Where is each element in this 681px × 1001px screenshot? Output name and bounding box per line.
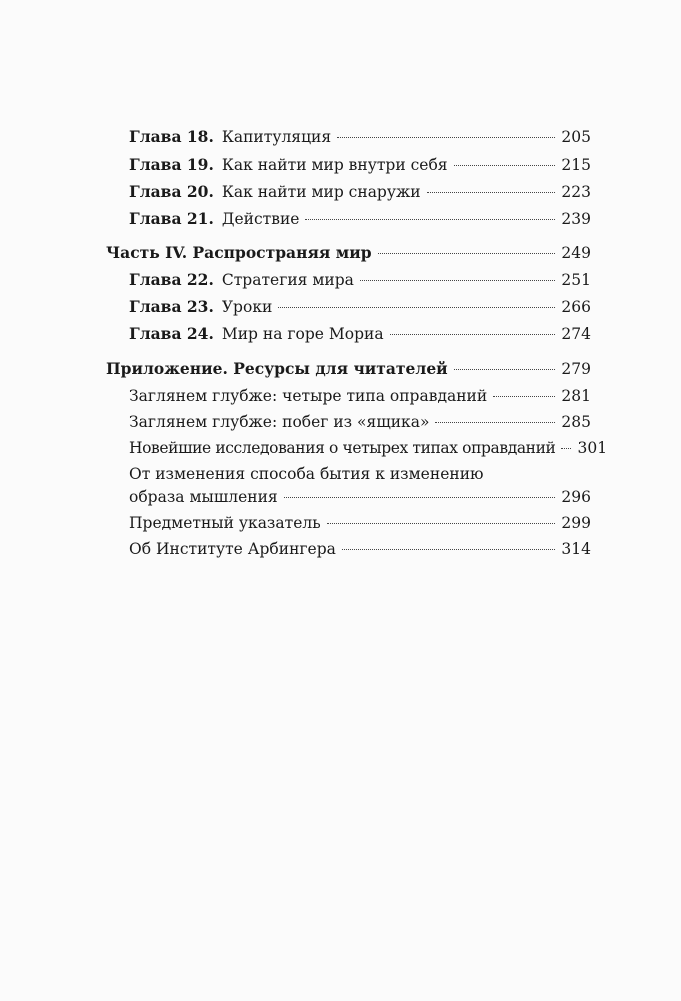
chapter-title: Уроки xyxy=(221,298,273,316)
part-title: Часть IV. Распространяя мир xyxy=(106,243,372,262)
appendix-item-title-line1: От изменения способа бытия к изменению xyxy=(129,465,484,483)
chapter-title: Действие xyxy=(221,210,300,228)
dot-leader xyxy=(427,192,556,193)
chapter-label: Глава 18. xyxy=(129,127,214,146)
dot-leader xyxy=(342,549,556,550)
page-number: 215 xyxy=(561,156,591,174)
dot-leader xyxy=(305,219,555,220)
appendix-item-title-line2: образа мышления xyxy=(129,488,278,506)
dot-leader xyxy=(390,334,556,335)
dot-leader xyxy=(327,523,556,524)
toc-entry-chapter-19[interactable] xyxy=(129,153,591,177)
appendix-item-title: Предметный указатель xyxy=(129,514,321,532)
appendix-item-title: Заглянем глубже: четыре типа оправданий xyxy=(129,387,488,405)
toc-entry-appendix-item[interactable] xyxy=(129,511,591,535)
page-number: 314 xyxy=(561,540,591,558)
appendix-item-title: Заглянем глубже: побег из «ящика» xyxy=(129,413,430,431)
chapter-label: Глава 20. xyxy=(129,182,214,201)
dot-leader xyxy=(454,165,556,166)
chapter-title: Стратегия мира xyxy=(221,271,354,289)
dot-leader xyxy=(337,137,555,138)
chapter-title: Мир на горе Мориа xyxy=(221,325,384,343)
appendix-item-title: Новейшие исследования о четырех типах оправданий xyxy=(129,439,556,457)
page-number: 251 xyxy=(561,271,591,289)
page-number: 249 xyxy=(561,244,591,262)
toc-entry-chapter-22[interactable] xyxy=(129,268,591,292)
appendix-title: Приложение. Ресурсы для читателей xyxy=(106,359,448,378)
page-number: 205 xyxy=(561,128,591,146)
dot-leader xyxy=(454,369,556,370)
dot-leader xyxy=(493,396,555,397)
toc-entry-appendix-item[interactable] xyxy=(129,410,591,434)
appendix-item-title: Об Институте Арбингера xyxy=(129,540,336,558)
page-number: 285 xyxy=(561,413,591,431)
dot-leader xyxy=(435,422,555,423)
toc-entry-chapter-20[interactable] xyxy=(129,180,591,204)
toc-entry-appendix-item[interactable] xyxy=(129,436,608,460)
chapter-label: Глава 23. xyxy=(129,297,214,316)
page-number: 223 xyxy=(561,183,591,201)
chapter-label: Глава 21. xyxy=(129,209,214,228)
page-number: 296 xyxy=(561,488,591,506)
dot-leader xyxy=(378,253,556,254)
page-number: 279 xyxy=(561,360,591,378)
chapter-title: Капитуляция xyxy=(221,128,332,146)
dot-leader xyxy=(284,497,556,498)
chapter-label: Глава 19. xyxy=(129,155,214,174)
toc-entry-appendix[interactable] xyxy=(106,357,591,381)
toc-entry-part-4[interactable] xyxy=(106,241,591,265)
page-number: 274 xyxy=(561,325,591,343)
toc-entry-chapter-18[interactable] xyxy=(129,125,591,149)
page-number: 239 xyxy=(561,210,591,228)
page-number: 281 xyxy=(561,387,591,405)
toc-entry-appendix-item[interactable] xyxy=(129,384,591,408)
page-number: 301 xyxy=(577,439,608,457)
toc-entry-appendix-item[interactable] xyxy=(129,537,591,561)
page-number: 266 xyxy=(561,298,591,316)
toc-entry-chapter-21[interactable] xyxy=(129,207,591,231)
chapter-label: Глава 24. xyxy=(129,324,214,343)
chapter-label: Глава 22. xyxy=(129,270,214,289)
toc-entry-chapter-24[interactable] xyxy=(129,322,591,346)
toc-entry-appendix-item-multiline[interactable] xyxy=(129,485,591,509)
toc-entry-chapter-23[interactable] xyxy=(129,295,591,319)
dot-leader xyxy=(561,448,571,449)
dot-leader xyxy=(278,307,555,308)
page-number: 299 xyxy=(561,514,591,532)
chapter-title: Как найти мир внутри себя xyxy=(221,156,448,174)
chapter-title: Как найти мир снаружи xyxy=(221,183,421,201)
dot-leader xyxy=(360,280,555,281)
